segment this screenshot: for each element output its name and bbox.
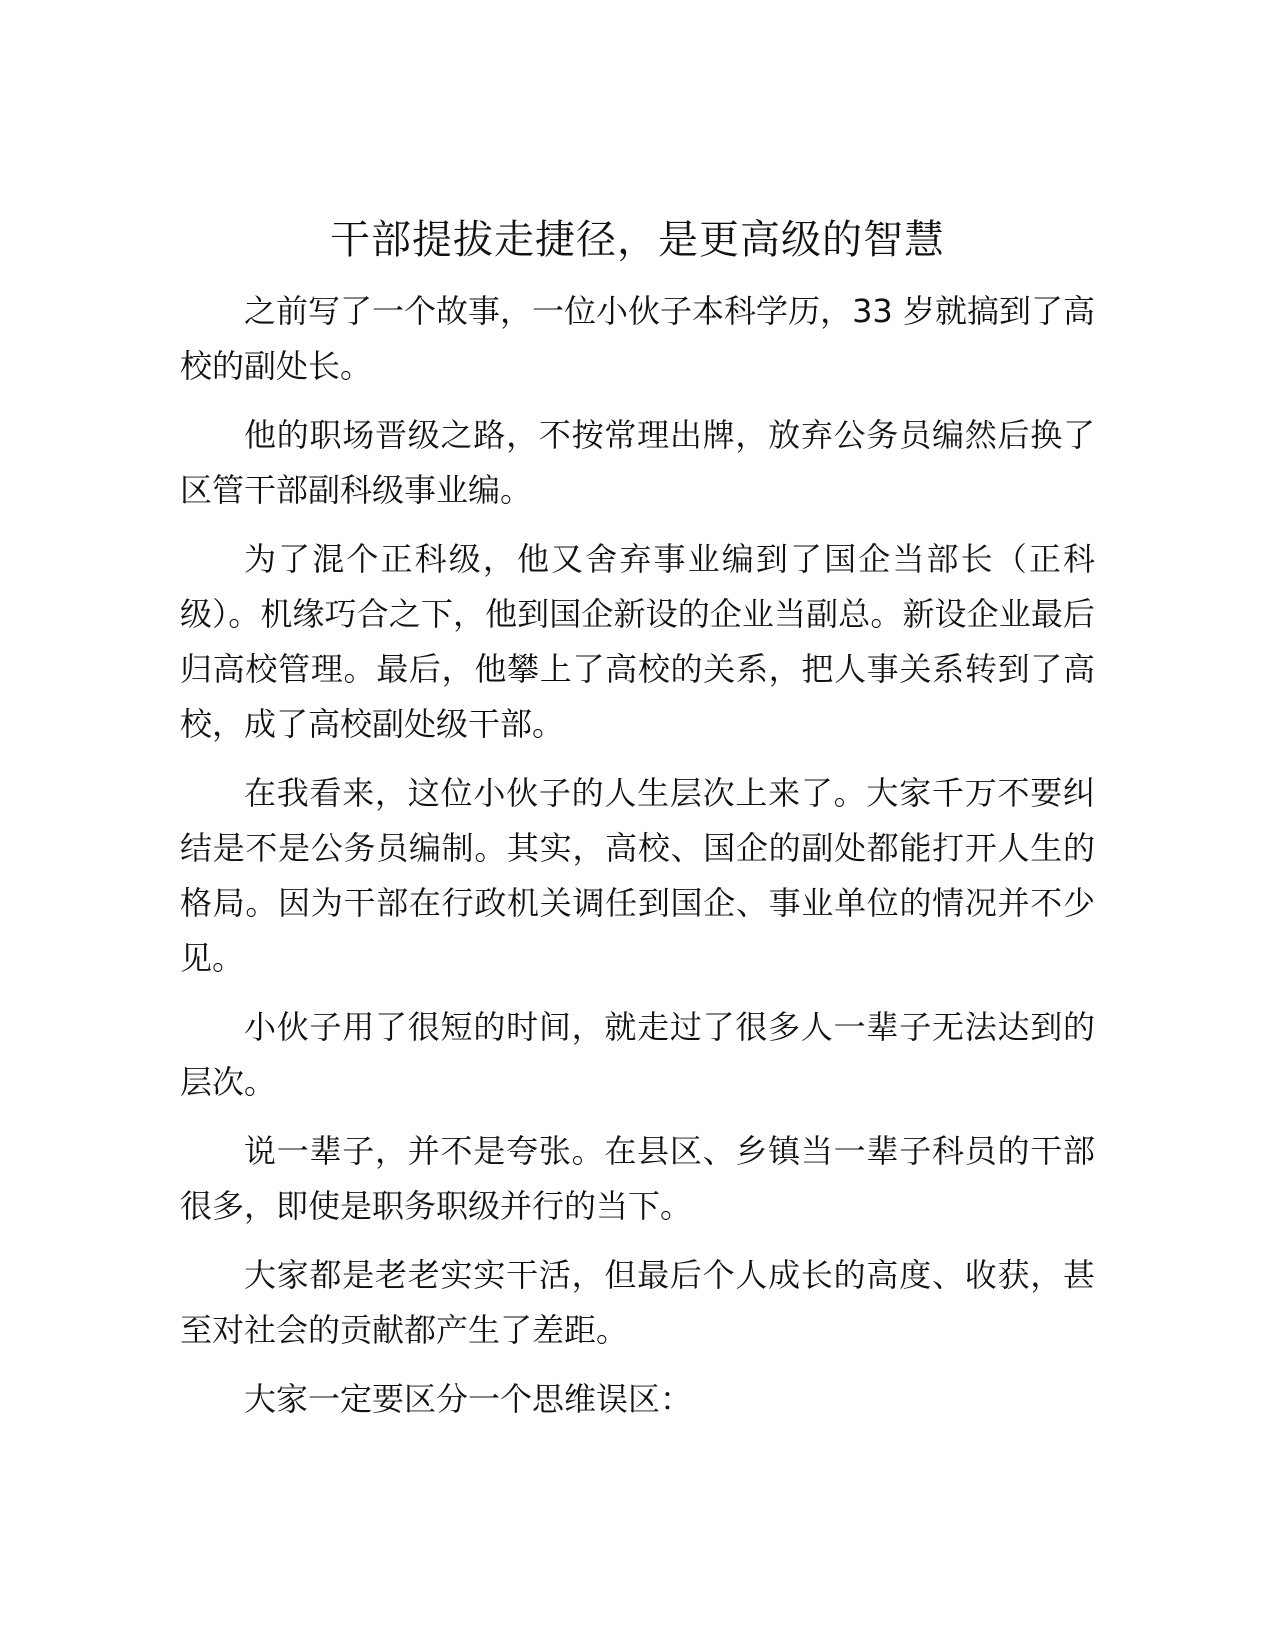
document-body	[180, 284, 1095, 1441]
paragraph-7: 大家都是老老实实干活，但最后个人成长的高度、收获，甚至对社会的贡献都产生了差距。	[180, 1256, 1095, 1349]
paragraph-1: 之前写了一个故事，一位小伙子本科学历，33 岁就搞到了高校的副处长。	[180, 292, 1095, 385]
paragraph-2: 他的职场晋级之路，不按常理出牌，放弃公务员编然后换了区管干部副科级事业编。	[180, 416, 1095, 509]
document-title: 干部提拔走捷径，是更高级的智慧	[330, 217, 945, 263]
paragraph-3: 为了混个正科级，他又舍弃事业编到了国企当部长（正科级）。机缘巧合之下，他到国企新设的企业当副总。新设企业最后归高校管理。最后，他攀上了高校的关系，把人事关系转到了高校，成了高校副处级干部。	[180, 540, 1095, 743]
paragraph-8: 大家一定要区分一个思维误区：	[244, 1380, 693, 1418]
paragraph-6: 说一辈子，并不是夸张。在县区、乡镇当一辈子科员的干部很多，即使是职务职级并行的当下。	[180, 1132, 1095, 1225]
paragraph-4: 在我看来，这位小伙子的人生层次上来了。大家千万不要纠结是不是公务员编制。其实，高校、国企的副处都能打开人生的格局。因为干部在行政机关调任到国企、事业单位的情况并不少见。	[180, 774, 1095, 977]
paragraph-5: 小伙子用了很短的时间，就走过了很多人一辈子无法达到的层次。	[180, 1008, 1095, 1101]
